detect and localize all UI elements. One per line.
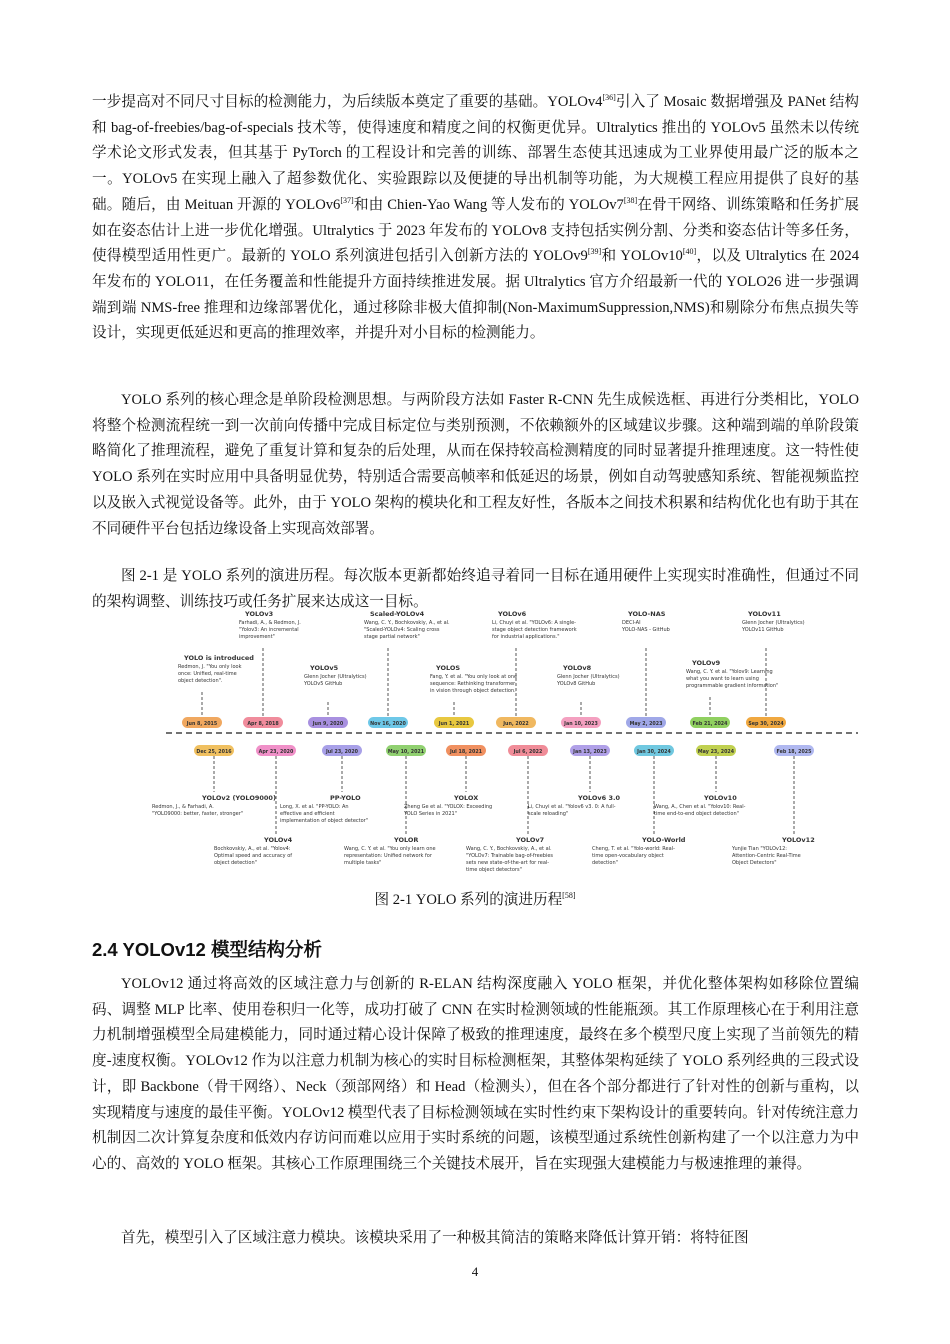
timeline-event-title: YOLO-NAS: [628, 610, 666, 618]
timeline-event-title: YOLOv3: [245, 610, 274, 618]
timeline-event-title: Scaled-YOLOv4: [370, 610, 425, 618]
timeline-date-label: Feb 21, 2024: [692, 722, 728, 727]
timeline-event-desc: DECI-AI: [622, 620, 641, 626]
timeline-event-desc: implementation of object detector": [280, 818, 369, 824]
timeline-date-label: Apr 23, 2020: [258, 750, 294, 755]
timeline-event-desc: Glenn Jocher (Ultralytics): [742, 620, 805, 626]
timeline-event-desc: YOLOv8 GitHub: [557, 681, 596, 687]
timeline-event-desc: object detection": [214, 860, 257, 866]
timeline-event-desc: Wang, A., Chen et al. "Yolov10: Real-: [654, 804, 746, 810]
page-number: 4: [471, 1264, 479, 1279]
timeline-event-desc: Glenn Jocher (Ultralytics): [304, 674, 367, 680]
timeline-event-title: YOLOR: [394, 836, 419, 844]
timeline-event-title: YOLOv12: [782, 836, 815, 844]
timeline-event-desc: for industrial applications.": [492, 634, 560, 640]
timeline-event-desc: in vision through object detection.: [430, 688, 516, 694]
figure-caption-citation: [58]: [562, 891, 576, 901]
paragraph-text-segment: 和由 Chien-Yao Wang 等人发布的 YOLOv7: [353, 196, 624, 213]
timeline-event-desc: stage partial network": [364, 634, 420, 640]
citation-superscript: [39]: [587, 247, 602, 257]
timeline-date-label: Sep 30, 2024: [748, 722, 784, 727]
timeline-event-desc: object detection".: [178, 678, 223, 684]
paragraph-figure-intro: 图 2-1 是 YOLO 系列的演进历程。每次版本更新都始终追寻着同一目标在通用硬件上实现实时准确性，但通过不同的架构调整、训练技巧或任务扩展来达成这一目标。: [92, 568, 859, 610]
timeline-date-label: Jun 1, 2021: [438, 722, 470, 727]
timeline-event-desc: "YOLO9000: better, faster, stronger": [152, 811, 244, 817]
timeline-event-desc: "YOLOv7: Trainable bag-of-freebies: [466, 853, 554, 859]
timeline-date-label: Jun, 2022: [503, 722, 529, 727]
timeline-event-desc: YOLO Series in 2021": [404, 811, 457, 817]
citation-superscript: [38]: [623, 195, 638, 205]
timeline-event-desc: time end-to-end object detection": [654, 811, 739, 817]
paragraph-text-segment: 引入了 Mosaic 数据增强及 PANet 结构和 bag-of-freebies/bag-of-specials 技术等，使得速度和精度之间的权衡更优异。Ultralytics 推出的 YOLOv5 虽然未以传统学术论文形式发表，但其基于 PyTorch 的工程设计和完善的训练、部署生态使其迅速成为工业界使用最广泛的版本之一。YOLOv5 在实现上融入了超参数优化、实验跟踪以及便捷的导出机制等功能，为大规模工程应用提供了良好的基础。随后，由 Meituan 开源的 YOLOv6: [92, 94, 859, 213]
timeline-event-title: YOLOS: [436, 664, 461, 672]
timeline-date-label: May 2, 2023: [629, 722, 663, 727]
timeline-event-desc: sequence: Rethinking transformer: [430, 681, 516, 687]
timeline-date-label: Jan 30, 2024: [637, 750, 671, 755]
figure-caption: [0, 888, 950, 909]
timeline-event-desc: effective and efficient: [280, 811, 335, 817]
timeline-date-label: May 10, 2021: [387, 750, 425, 755]
timeline-event-desc: scale reloading": [528, 811, 569, 817]
timeline-date-label: Jul 18, 2021: [449, 750, 483, 755]
paragraph-yolo-history: [92, 90, 859, 347]
timeline-event-desc: once: Unified, real-time: [178, 671, 237, 677]
timeline-event-desc: Wang, C. Y., Bochkovskiy, A., et al.: [466, 846, 552, 852]
timeline-event-title: YOLOv10: [704, 794, 737, 802]
timeline-event-desc: improvement": [239, 634, 275, 640]
timeline-date-label: Dec 25, 2016: [196, 750, 232, 755]
timeline-event-desc: YOLOv11 GitHub: [742, 627, 784, 633]
timeline-event-title: YOLOv2 (YOLO9000): [202, 794, 276, 802]
timeline-event-desc: Redmon, J., & Farhadi, A.: [152, 804, 214, 810]
figure-caption-text: 图 2-1 YOLO 系列的演进历程: [374, 892, 563, 908]
timeline-event-desc: programmable gradient information": [686, 683, 779, 689]
timeline-event-desc: "Scaled-YOLOv4: Scaling cross: [364, 627, 440, 633]
yolo-timeline-figure: [152, 610, 860, 885]
timeline-date-label: Jun 8, 2015: [186, 722, 218, 727]
citation-superscript: [37]: [340, 195, 354, 205]
timeline-date-label: Feb 18, 2025: [776, 750, 812, 755]
citation-superscript: [40]: [682, 247, 697, 257]
timeline-event-desc: Yunjie Tian "YOLOv12:: [732, 846, 787, 852]
timeline-date-label: Jun 9, 2020: [312, 722, 344, 727]
timeline-event-desc: Wang, C. Y. et al. "Yolov9: Learning: [686, 669, 773, 675]
timeline-event-title: YOLO is introduced: [184, 654, 254, 662]
timeline-event-title: YOLOv7: [516, 836, 545, 844]
timeline-event-title: YOLOv11: [748, 610, 781, 618]
timeline-event-desc: Wang, C. Y., Bochkovskiy, A., et al.: [364, 620, 450, 626]
timeline-event-title: YOLOX: [454, 794, 479, 802]
timeline-event-title: YOLOv9: [692, 659, 721, 667]
timeline-event-title: YOLOv6: [498, 610, 527, 618]
timeline-event-desc: Bochkovskiy, A., et al. "Yolov4:: [214, 846, 291, 852]
timeline-event-title: YOLOv8: [563, 664, 592, 672]
timeline-date-label: Jul 23, 2020: [325, 750, 359, 755]
timeline-event-title: YOLOv5: [310, 664, 339, 672]
timeline-date-label: Jan 10, 2023: [564, 722, 598, 727]
timeline-event-desc: what you want to learn using: [686, 676, 759, 682]
timeline-event-title: YOLO-World: [642, 836, 686, 844]
timeline-event-desc: Zheng Ge et al. "YOLOX: Exceeding: [404, 804, 493, 810]
timeline-event-desc: multiple tasks": [344, 860, 382, 866]
timeline-date-label: Jan 13, 2023: [573, 750, 607, 755]
timeline-event-title: YOLOv6 3.0: [578, 794, 620, 802]
paragraph-text-segment: 和 YOLOv10: [601, 248, 683, 265]
timeline-event-desc: Cheng, T. et al. "Yolo-world: Real-: [592, 846, 675, 852]
paragraph-area-attention: 首先，模型引入了区域注意力模块。该模块采用了一种极其简洁的策略来降低计算开销：将特征图: [121, 1230, 749, 1246]
timeline-event-desc: Object Detectors": [732, 860, 777, 866]
timeline-event-desc: Farhadi, A., & Redmon, J.: [239, 620, 301, 626]
paragraph-single-stage: YOLO 系列的核心理念是单阶段检测思想。与两阶段方法如 Faster R-CNN 先生成候选框、再进行分类相比，YOLO 将整个检测流程统一到一次前向传播中完成目标定位与类别预测，不依赖额外的区域建议步骤。这种端到端的单阶段策略简化了推理流程，避免了重复计算和复杂的后处理，从而在保持较高检测精度的同时显著提升推理速度。这一特性使 YOLO 系列在实时应用中具备明显优势，特别适合需要高帧率和低延迟的场景，例如自动驾驶感知系统、智能视频监控以及嵌入式视觉设备等。此外，由于 YOLO 架构的模块化和工程友好性，各版本之间技术积累和结构优化也有助于其在不同硬件平台包括边缘设备上实现高效部署。: [92, 392, 859, 537]
timeline-event-desc: "Yolov3: An incremental: [239, 627, 299, 633]
section-heading: 2.4 YOLOv12 模型结构分析: [92, 939, 322, 960]
paragraph-text-segment: 一步提高对不同尺寸目标的检测能力，为后续版本奠定了重要的基础。YOLOv4: [92, 94, 603, 110]
citation-superscript: [36]: [602, 93, 616, 103]
timeline-date-label: Jul 6, 2022: [513, 750, 543, 755]
timeline-event-desc: Optimal speed and accuracy of: [214, 853, 293, 859]
timeline-event-desc: representation: Unified network for: [344, 853, 432, 859]
timeline-event-desc: sets new state-of-the-art for real-: [466, 860, 550, 866]
timeline-event-desc: YOLO-NAS - GitHub: [622, 627, 670, 633]
timeline-date-label: Nov 16, 2020: [370, 722, 406, 727]
paragraph-text-segment: 在骨干网络、训练策略和任务扩展如在姿态估计上进一步优化增强。Ultralytics 于 2023 年发布的 YOLOv8 支持包括实例分割、分类和姿态估计等多任务，使得模型适用性更广。最新的 YOLO 系列演进包括引入创新方法的 YOLOv9: [92, 196, 859, 265]
timeline-event-title: PP-YOLO: [330, 794, 361, 802]
timeline-event-desc: Fang, Y. et al. "You only look at one: [430, 674, 518, 680]
timeline-event-title: YOLOv4: [264, 836, 293, 844]
timeline-event-desc: YOLOv5 GitHub: [304, 681, 343, 687]
timeline-event-desc: Wang, C. Y. et al. "You only learn one: [344, 846, 436, 852]
timeline-event-desc: Li, Chuyi et al. "Yolov6 v3. 0: A full-: [528, 804, 616, 810]
timeline-event-desc: time object detectors": [466, 867, 522, 873]
timeline-date-label: May 23, 2024: [697, 750, 735, 755]
timeline-event-desc: stage object detection framework: [492, 627, 577, 633]
paragraph-yolov12-overview: YOLOv12 通过将高效的区域注意力与创新的 R-ELAN 结构深度融入 YOLO 框架，并优化整体架构如移除位置编码、调整 MLP 比率、使用卷积归一化等，成功打破了 CNN 在实时检测领域的性能瓶颈。其工作原理核心在于利用注意力机制增强模型全局建模能力，同时通过精心设计保障了极致的推理速度，最终在多个模型尺度上实现了当前领先的精度-速度权衡。YOLOv12 作为以注意力机制为核心的实时目标检测框架，其整体架构延续了 YOLO 系列经典的三段式设计，即 Backbone（骨干网络）、Neck（颈部网络）和 Head（检测头），但在各个部分都进行了针对性的创新与重构，以实现精度与速度的最佳平衡。YOLOv12 模型代表了目标检测领域在实时性约束下架构设计的重要转向。针对传统注意力机制因二次计算复杂度和低效内存访问而难以应用于实时系统的问题，该模型通过系统性创新构建了一个以注意力为中心的、高效的 YOLO 框架。其核心工作原理围绕三个关键技术展开，旨在实现强大建模能力与极速推理的兼得。: [92, 976, 859, 1172]
timeline-event-desc: Attention-Centric Real-Time: [732, 853, 801, 859]
paragraph-text-segment: ，以及 Ultralytics 在 2024 年发布的 YOLO11，在任务覆盖和性能提升方面持续推进发展。据 Ultralytics 官方介绍最新一代的 YOLO26 进一步强调端到端 NMS-free 推理和边缘部署优化，通过移除非极大值抑制(Non-MaximumSuppression,NMS)和剔除分布焦点损失等设计，实现更低延迟和更高的推理效率，并提升对小目标的检测能力。: [92, 248, 859, 342]
timeline-date-label: Apr 8, 2018: [247, 722, 279, 727]
timeline-event-desc: time open-vocabulary object: [592, 853, 664, 859]
timeline-event-desc: Long, X. et al. "PP-YOLO: An: [280, 804, 349, 810]
timeline-event-desc: Li, Chuyi et al. "YOLOv6: A single-: [492, 620, 576, 626]
timeline-event-desc: Glenn Jocher (Ultralytics): [557, 674, 620, 680]
timeline-event-desc: detection": [592, 860, 618, 866]
timeline-event-desc: Redmon, J. "You only look: [178, 664, 242, 670]
